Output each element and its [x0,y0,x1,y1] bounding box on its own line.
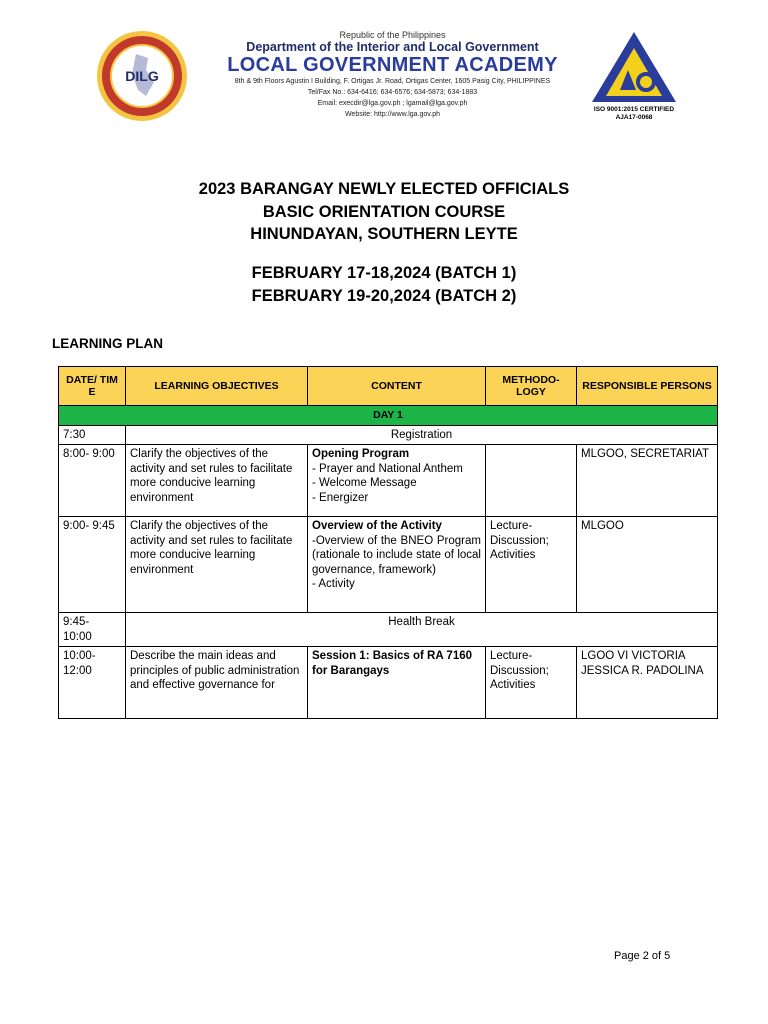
dilg-seal-logo [96,30,188,122]
table-row [59,647,718,719]
iso-line-1: ISO 9001:2015 CERTIFIED [593,106,675,113]
row2-objective: Clarify the objectives of the activity and set rules to facilitate more conducive learning environment [126,517,308,613]
table-row [59,445,718,517]
header-content: CONTENT [308,367,486,406]
row1-objective: Clarify the objectives of the activity and set rules to facilitate more conducive learning environment [126,445,308,517]
title-line-3: HINUNDAYAN, SOUTHERN LEYTE [250,225,518,243]
break-time: 9:45- 10:00 [59,613,126,647]
header-method: METHODO- LOGY [486,367,577,406]
row1-content-title: Opening Program [312,448,410,460]
row3-method: Lecture- Discussion; Activities [486,647,577,719]
iso-line-2: AJA17-0068 [615,114,653,121]
header-time: DATE/ TIM E [59,367,126,406]
table-row [59,613,718,647]
academy-email: Email: execdir@lga.gov.ph ; lgamail@lga.gov.ph [317,100,468,107]
header-persons: RESPONSIBLE PERSONS [577,367,718,406]
row2-content [308,517,486,613]
academy-website: Website: http://www.lga.gov.ph [344,111,441,118]
row1-content-item: - Energizer [312,491,369,504]
header-objectives: LEARNING OBJECTIVES [126,367,308,406]
academy-name: LOCAL GOVERNMENT ACADEMY [227,54,558,76]
row1-content-item: - Welcome Message [312,477,417,489]
row3-time: 10:00- 12:00 [59,647,126,719]
iso-certification [584,106,684,122]
row3-objective: Describe the main ideas and principles of public administration and effective governance for [126,647,308,719]
academy-address: 8th & 9th Floors Agustin I Building, F. Ortigas Jr. Road, Ortigas Center, 1605 Pasig City, PHILIPPINES [234,78,551,85]
row1-content [308,445,486,517]
table-row [59,517,718,613]
title-line-1: 2023 BARANGAY NEWLY ELECTED OFFICIALS [198,180,570,198]
registration-time: 7:30 [59,425,126,445]
row1-time: 8:00- 9:00 [59,445,126,517]
letterhead [0,0,768,130]
department-name: Department of the Interior and Local Government [246,40,539,54]
batch-1-date: FEBRUARY 17-18,2024 (BATCH 1) [251,264,517,282]
academy-telfax: Tel/Fax No.: 634-6416; 634-6576; 634-5873; 634-1883 [307,89,478,96]
registration-label: Registration [126,425,718,445]
row2-content-cut: - Activity [312,578,355,590]
day-1-row [59,406,718,426]
learning-plan-heading: LEARNING PLAN [52,336,163,351]
page-number: Page 2 of 5 [614,950,671,962]
letterhead-text [200,30,585,120]
row1-persons: MLGOO, SECRETARIAT [577,445,718,517]
row2-time: 9:00- 9:45 [59,517,126,613]
row1-content-item: - Prayer and National Anthem [312,462,463,475]
row3-persons: LGOO VI VICTORIA JESSICA R. PADOLINA [577,647,718,719]
row2-method: Lecture- Discussion; Activities [486,517,577,613]
row3-content-title: Session 1: Basics of RA 7160 for Barangays [308,647,486,719]
title-line-2: BASIC ORIENTATION COURSE [262,202,506,221]
document-title [0,178,768,246]
republic-text: Republic of the Philippines [339,30,446,40]
seal-text: DILG [125,68,159,84]
learning-plan-table [58,366,718,719]
row2-content-body: -Overview of the BNEO Program (rationale to include state of local governance, framework) [312,534,481,576]
table-row [59,425,718,445]
batch-dates [0,262,768,307]
row1-method [486,445,577,517]
batch-2-date: FEBRUARY 19-20,2024 (BATCH 2) [251,286,517,305]
table-header-row [59,367,718,406]
break-label: Health Break [126,613,718,647]
day-1-label: DAY 1 [59,406,718,426]
row2-content-title: Overview of the Activity [312,520,442,532]
row2-persons: MLGOO [577,517,718,613]
